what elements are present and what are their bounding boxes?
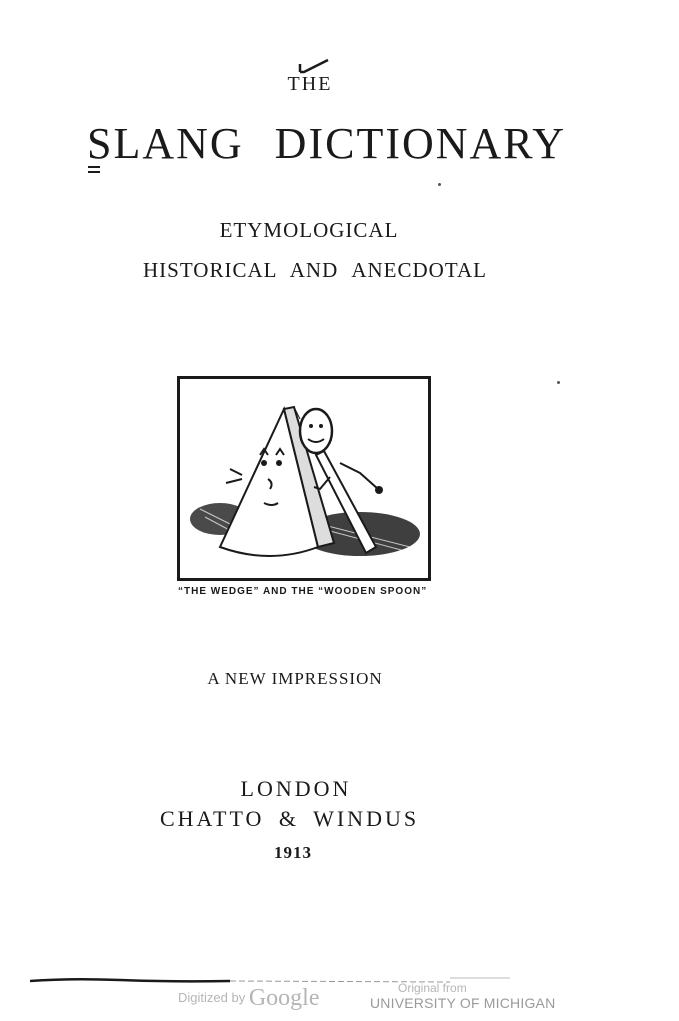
title-article: THE: [287, 73, 333, 95]
digitized-prefix: Digitized by: [178, 990, 246, 1005]
imprint-publisher: CHATTO & WINDUS: [160, 806, 420, 831]
imprint-year: 1913: [274, 843, 312, 862]
wedge-and-spoon-illustration: [180, 379, 428, 578]
edition-statement: A NEW IMPRESSION: [207, 669, 383, 688]
ink-speck: [438, 183, 441, 186]
book-title: SLANG DICTIONARY: [87, 119, 566, 168]
subtitle-line-1: ETYMOLOGICAL: [219, 218, 399, 242]
institution-label: UNIVERSITY OF MICHIGAN: [370, 995, 556, 1011]
digitized-by-watermark: [178, 985, 319, 1012]
original-from-label: Original from: [398, 981, 467, 995]
page-edge-rule: [30, 975, 620, 987]
illustration-frame: [177, 376, 431, 581]
imprint-city: LONDON: [240, 776, 352, 801]
double-dash-mark: [88, 165, 102, 175]
subtitle-line-2: HISTORICAL AND ANECDOTAL: [143, 258, 487, 282]
illustration-caption: “THE WEDGE” AND THE “WOODEN SPOON”: [178, 586, 428, 597]
google-logo: Google: [248, 985, 320, 1011]
ink-speck: [557, 381, 560, 384]
